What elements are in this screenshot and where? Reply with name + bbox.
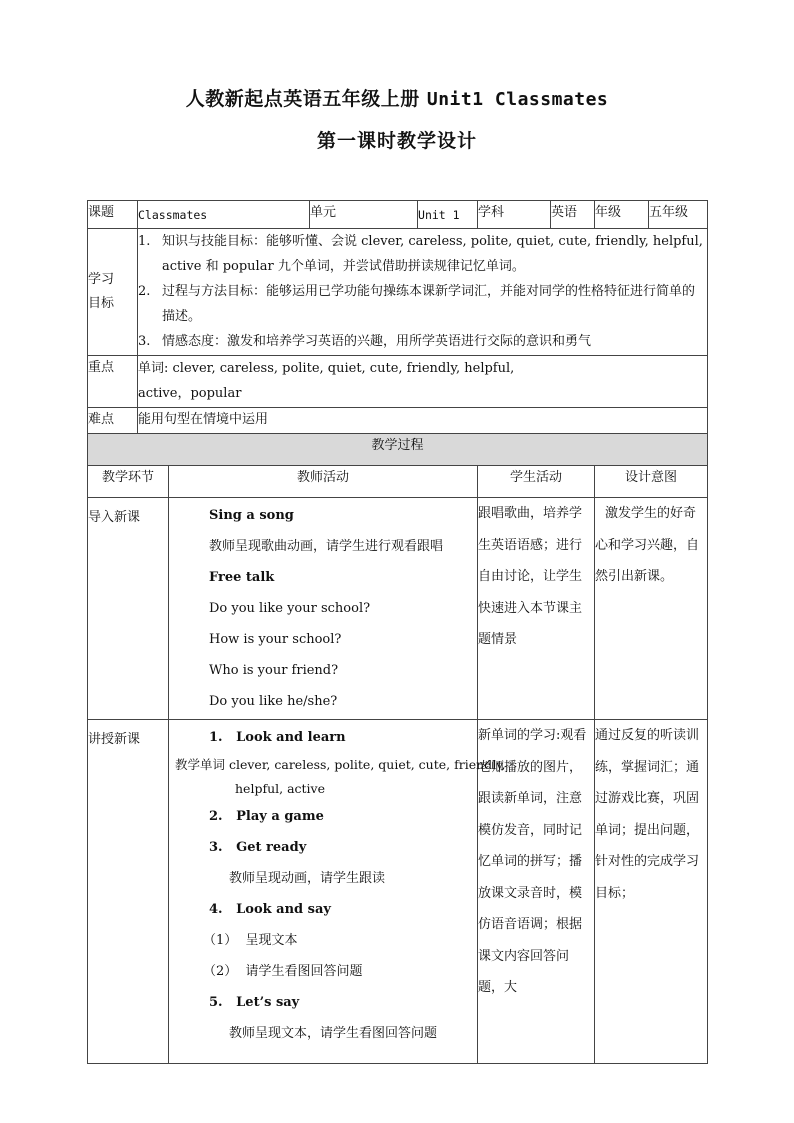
step-heading bbox=[175, 801, 471, 832]
step-number: 2. bbox=[209, 809, 223, 824]
step-heading bbox=[175, 832, 471, 863]
sub-step-text: 请学生看图回答问题 bbox=[245, 964, 363, 979]
new-lesson-design-intent: 通过反复的听读训练，掌握词汇；通过游戏比赛，巩固单词；提出问题，针对性的完成学习目标； bbox=[595, 720, 708, 1064]
intro-design-intent: 激发学生的好奇心和学习兴趣，自然引出新课。 bbox=[595, 498, 708, 720]
objectives-content bbox=[138, 229, 708, 356]
title-chinese: 人教新起点英语五年级上册 bbox=[185, 88, 420, 110]
sing-text: 教师呈现歌曲动画，请学生进行观看跟唱 bbox=[209, 539, 444, 554]
unit-label: 单元 bbox=[310, 201, 418, 229]
process-header-row bbox=[88, 466, 708, 498]
col-design-intent: 设计意图 bbox=[595, 466, 708, 498]
question: How is your school? bbox=[209, 632, 342, 647]
step-title: Look and learn bbox=[236, 730, 346, 745]
step-number: 5. bbox=[209, 995, 223, 1010]
objective-number: 2. bbox=[138, 284, 151, 299]
objectives-row bbox=[88, 229, 708, 356]
talk-heading: Free talk bbox=[209, 570, 275, 585]
lesson-plan-table bbox=[87, 200, 708, 1064]
key-points-row bbox=[88, 356, 708, 408]
step-number: 4. bbox=[209, 902, 223, 917]
grade-value: 五年级 bbox=[649, 201, 708, 229]
step-title: Get ready bbox=[236, 840, 307, 855]
objective-text: 情感态度：激发和培养学习英语的兴趣，用所学英语进行交际的意识和勇气 bbox=[162, 334, 592, 349]
col-stage: 教学环节 bbox=[88, 466, 169, 498]
sub-step-text: 呈现文本 bbox=[245, 933, 298, 948]
unit-value: Unit 1 bbox=[418, 201, 478, 229]
topic-value: Classmates bbox=[138, 201, 310, 229]
objective-number: 3. bbox=[138, 334, 151, 349]
key-points-label: 重点 bbox=[88, 356, 138, 408]
sub-step bbox=[175, 956, 471, 987]
objective-text: 过程与方法目标：能够运用已学功能句操练本课新学词汇，并能对同学的性格特征进行简单的描述。 bbox=[162, 284, 696, 324]
intro-row bbox=[88, 498, 708, 720]
objectives-label-line1: 学习 bbox=[88, 272, 115, 287]
subject-label: 学科 bbox=[478, 201, 551, 229]
intro-student-activity: 跟唱歌曲，培养学生英语语感；进行自由讨论，让学生快速进入本节课主题情景 bbox=[478, 498, 595, 720]
process-title: 教学过程 bbox=[88, 434, 708, 466]
teach-words-line2: helpful, active bbox=[235, 781, 326, 796]
intro-stage: 导入新课 bbox=[88, 498, 169, 720]
step-text: 教师呈现文本，请学生看图回答问题 bbox=[229, 1026, 438, 1041]
document-title bbox=[0, 84, 794, 111]
topic-label: 课题 bbox=[88, 201, 138, 229]
objective-text: 知识与技能目标：能够听懂、会说 clever, careless, polite, quiet, cute, friendly, helpful, active 和 popular 九个单词，并尝试借助拼读规律记忆单词。 bbox=[162, 234, 703, 274]
step-text: 教师呈现动画，请学生跟读 bbox=[229, 871, 386, 886]
intro-teacher-activity bbox=[169, 498, 478, 720]
new-lesson-row bbox=[88, 720, 708, 1064]
sub-step-number: （1） bbox=[203, 933, 238, 948]
difficult-points-row bbox=[88, 408, 708, 434]
question: Who is your friend? bbox=[209, 663, 339, 678]
document-subtitle: 第一课时教学设计 bbox=[316, 130, 477, 152]
step-heading bbox=[175, 987, 471, 1018]
step-heading bbox=[175, 722, 471, 753]
step-number: 1. bbox=[209, 730, 223, 745]
grade-label: 年级 bbox=[595, 201, 649, 229]
subject-value: 英语 bbox=[551, 201, 595, 229]
objective-number: 1. bbox=[138, 234, 151, 249]
question: Do you like he/she? bbox=[209, 694, 338, 709]
sub-step bbox=[175, 925, 471, 956]
sing-heading: Sing a song bbox=[209, 508, 294, 523]
process-title-row bbox=[88, 434, 708, 466]
step-number: 3. bbox=[209, 840, 223, 855]
objective-item bbox=[138, 279, 707, 329]
col-student-activity: 学生活动 bbox=[478, 466, 595, 498]
teach-words-line1: 教学单词 clever, careless, polite, quiet, cute, friendly, bbox=[175, 757, 506, 772]
sub-step-number: （2） bbox=[203, 964, 238, 979]
question: Do you like your school? bbox=[209, 601, 371, 616]
objective-item bbox=[138, 329, 707, 354]
difficult-points-label: 难点 bbox=[88, 408, 138, 434]
objectives-label-line2: 目标 bbox=[88, 296, 115, 311]
title-english: Unit1 Classmates bbox=[426, 89, 609, 110]
step-title: Look and say bbox=[236, 902, 331, 917]
step-title: Let’s say bbox=[236, 995, 300, 1010]
new-lesson-teacher-activity bbox=[169, 720, 506, 1064]
new-lesson-student-activity: 新单词的学习:观看老师播放的图片，跟读新单词，注意模仿发音，同时记忆单词的拼写；播放课文录音时，模仿语音语调；根据课文内容回答问题，大 bbox=[478, 720, 595, 1064]
objectives-label bbox=[88, 229, 138, 356]
new-lesson-stage: 讲授新课 bbox=[88, 720, 169, 1064]
key-points-text: 单词: clever, careless, polite, quiet, cute, friendly, helpful, active，popular bbox=[138, 356, 708, 408]
step-title: Play a game bbox=[236, 809, 324, 824]
step-heading bbox=[175, 894, 471, 925]
objective-item bbox=[138, 229, 707, 279]
col-teacher-activity: 教师活动 bbox=[169, 466, 478, 498]
difficult-points-text: 能用句型在情境中运用 bbox=[138, 408, 708, 434]
header-row bbox=[88, 201, 708, 229]
